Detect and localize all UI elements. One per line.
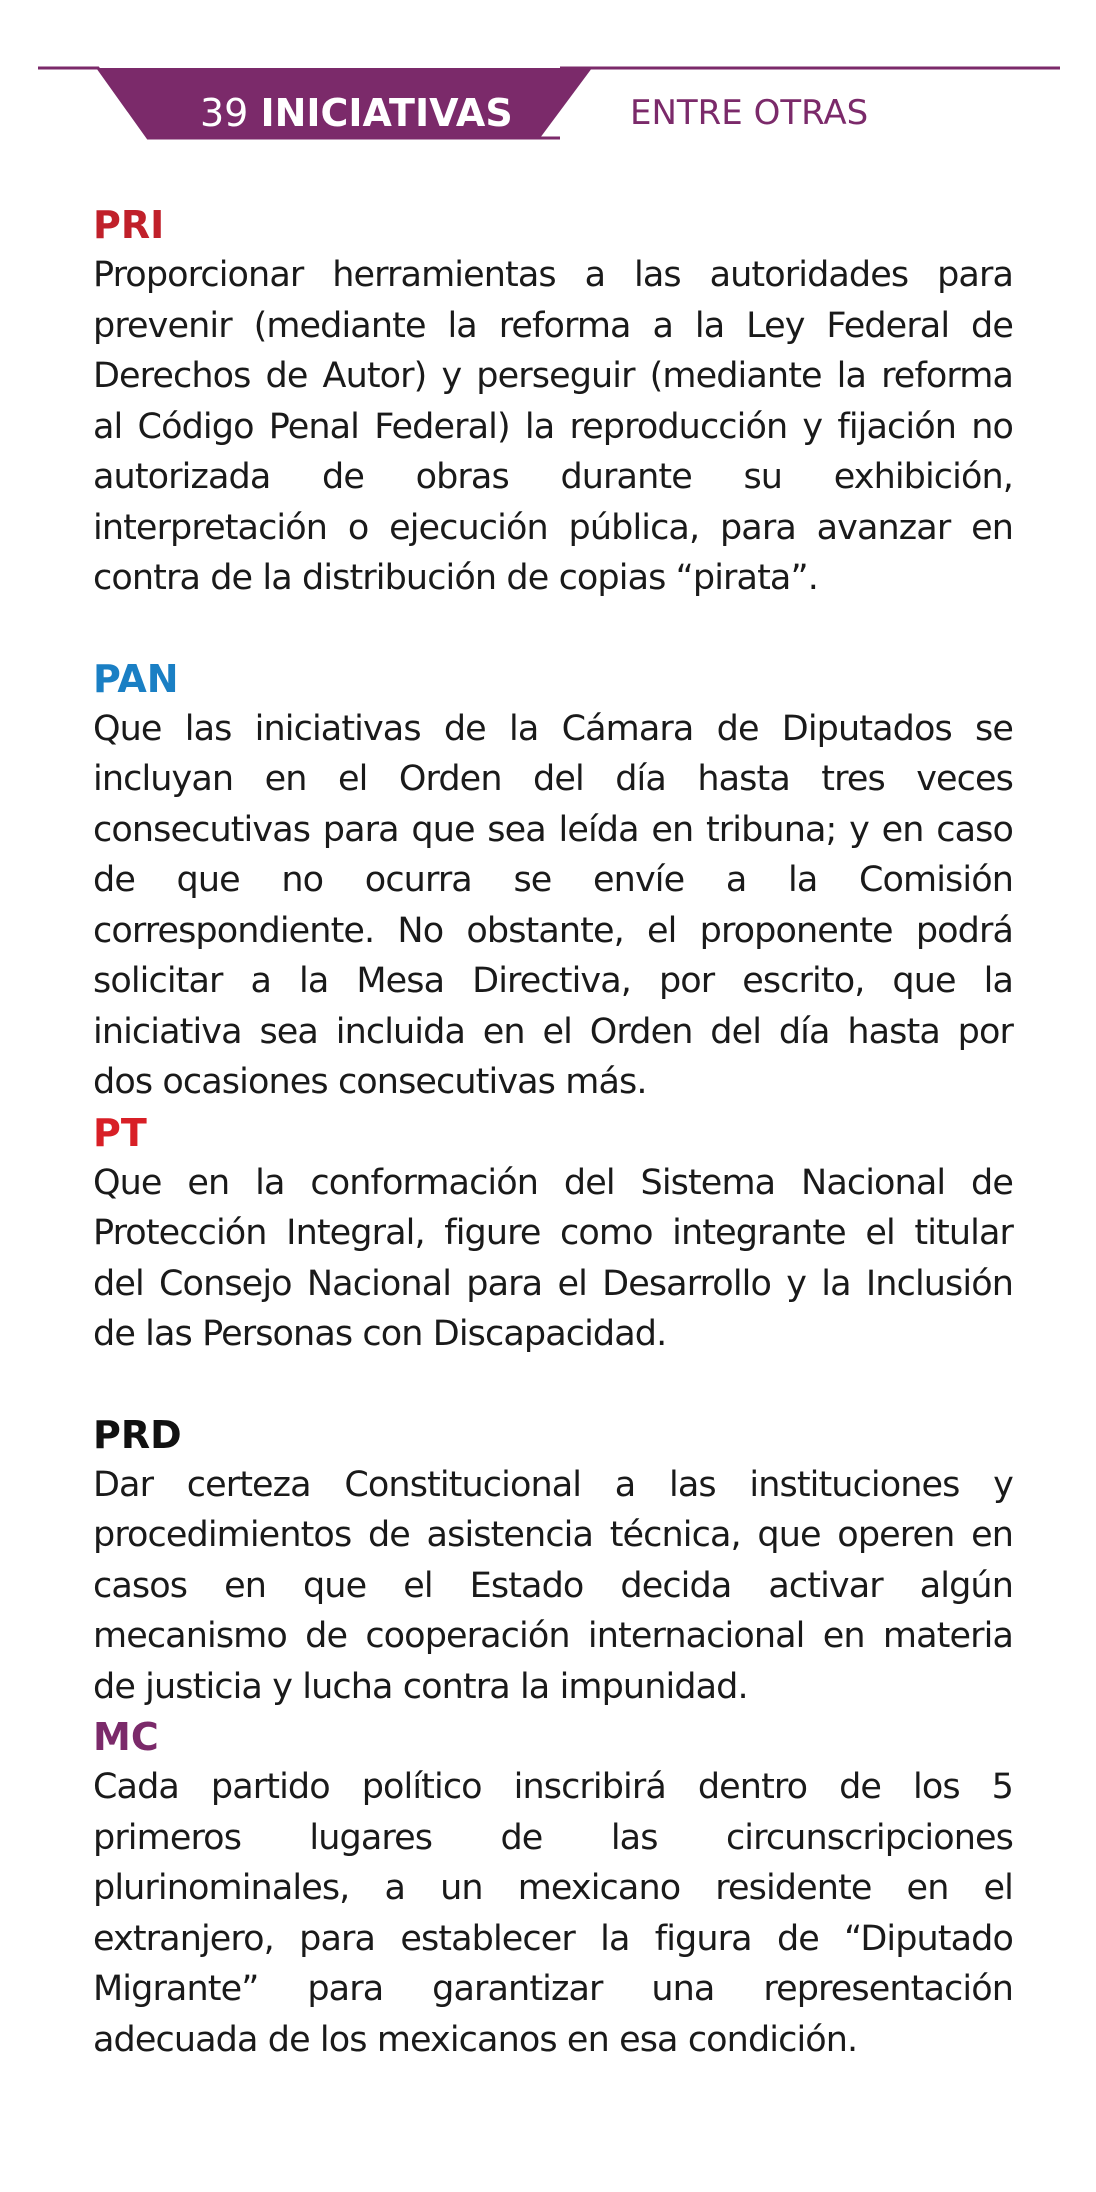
section-pan	[93, 654, 1013, 1108]
initiative-text-mc: Cada partido político inscribirá dentro de los 5 primeros lugares de las circunscripciones plurinominales, a un mexicano residente en el extranjero, para establecer la figura de “Diputado Migrante” para garantizar una representación adecuada de los mexicanos en esa condición.	[93, 1767, 1013, 2060]
party-name-pan: PAN	[93, 656, 179, 701]
section-mc	[93, 1712, 1013, 2065]
party-name-prd: PRD	[93, 1412, 182, 1457]
initiative-label: INICIATIVAS	[260, 91, 513, 135]
section-pt	[93, 1108, 1013, 1360]
initiative-text-pri: Proporcionar herramientas a las autoridades para prevenir (mediante la reforma a la Ley Federal de Derechos de Autor) y perseguir (mediante la reforma al Código Penal Federal) la reproducción y fijación no autorizada de obras durante su exhibición, interpretación o ejecución pública, para avanzar en contra de la distribución de copias “pirata”.	[93, 255, 1013, 598]
initiatives-list	[93, 200, 1013, 2065]
banner-title	[200, 88, 560, 138]
party-name-pri: PRI	[93, 203, 165, 247]
party-name-pt: PT	[93, 1110, 147, 1155]
initiative-text-prd: Dar certeza Constitucional a las instituciones y procedimientos de asistencia técnica, que operen en casos en que el Estado decida activar algún mecanismo de cooperación internacional en materia de justicia y lucha contra la impunidad.	[93, 1464, 1013, 1707]
party-name-mc: MC	[93, 1715, 159, 1759]
initiative-text-pt: Que en la conformación del Sistema Nacional de Protección Integral, figure como integrante el titular del Consejo Nacional para el Desarrollo y la Inclusión de las Personas con Discapacidad.	[93, 1162, 1013, 1354]
initiative-text-pan: Que las iniciativas de la Cámara de Diputados se incluyan en el Orden del día hasta tres veces consecutivas para que sea leída en tribuna; y en caso de que no ocurra se envíe a la Comisión correspondiente. No obstante, el proponente podrá solicitar a la Mesa Directiva, por escrito, que la iniciativa sea incluida en el Orden del día hasta por dos ocasiones consecutivas más.	[93, 708, 1013, 1102]
initiative-count: 39	[200, 91, 249, 135]
banner-subtitle: ENTRE OTRAS	[630, 93, 869, 133]
section-pri	[93, 200, 1013, 604]
section-prd	[93, 1410, 1013, 1713]
